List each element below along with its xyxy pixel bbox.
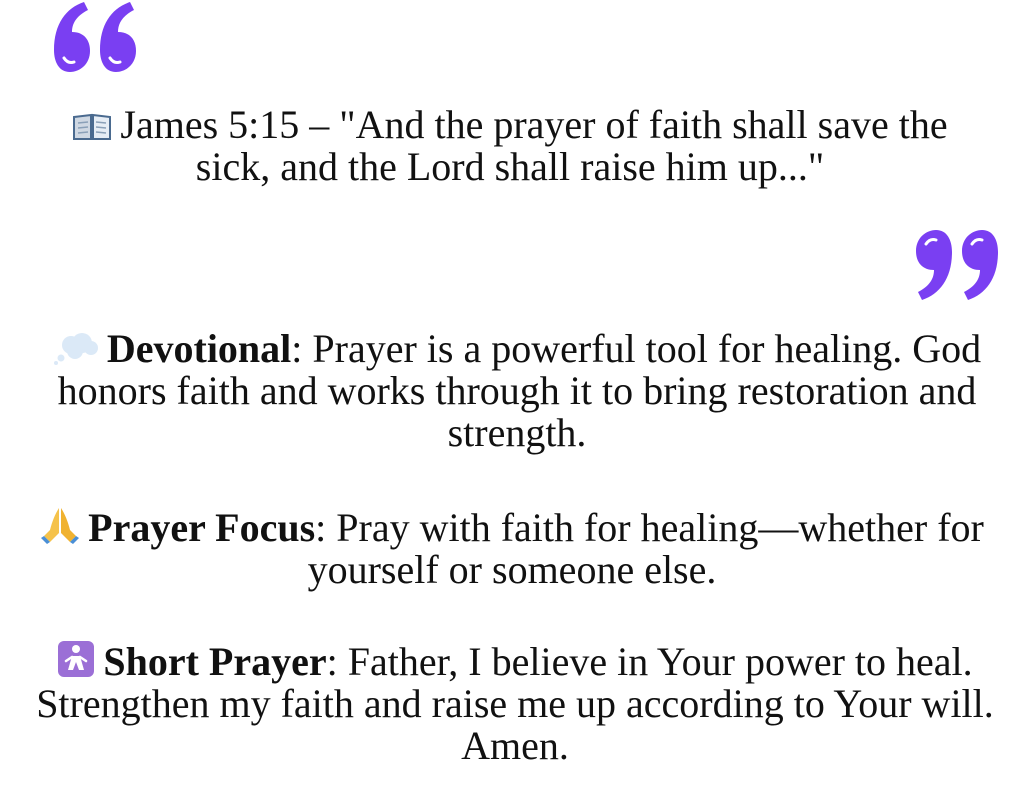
close-quote-icon [906,224,1006,304]
folded-hands-icon [40,506,80,544]
prayer-focus-text: : Pray with faith for healing—whether for yourself or someone else. [307,505,984,592]
verse-text-block [60,104,960,188]
short-prayer-label: Short Prayer [103,639,327,684]
prayer-focus-block [0,506,1024,591]
open-quote-icon [44,0,146,76]
devotional-text: : Prayer is a powerful tool for healing. God honors faith and works through it to bring restoration and strength. [57,326,982,455]
thought-bubble-icon [53,331,99,365]
devotional-label: Devotional [106,326,292,371]
short-prayer-text: : Father, I believe in Your power to heal. Strengthen my faith and raise me up according to Your will. Amen. [36,639,994,768]
verse-text: James 5:15 – "And the prayer of faith shall save the sick, and the Lord shall raise him up..." [120,102,948,189]
prayer-focus-label: Prayer Focus [88,505,316,550]
open-book-icon [72,111,112,141]
short-prayer-block [20,640,1010,767]
place-of-worship-icon [57,640,95,678]
devotional-block [10,328,1024,454]
